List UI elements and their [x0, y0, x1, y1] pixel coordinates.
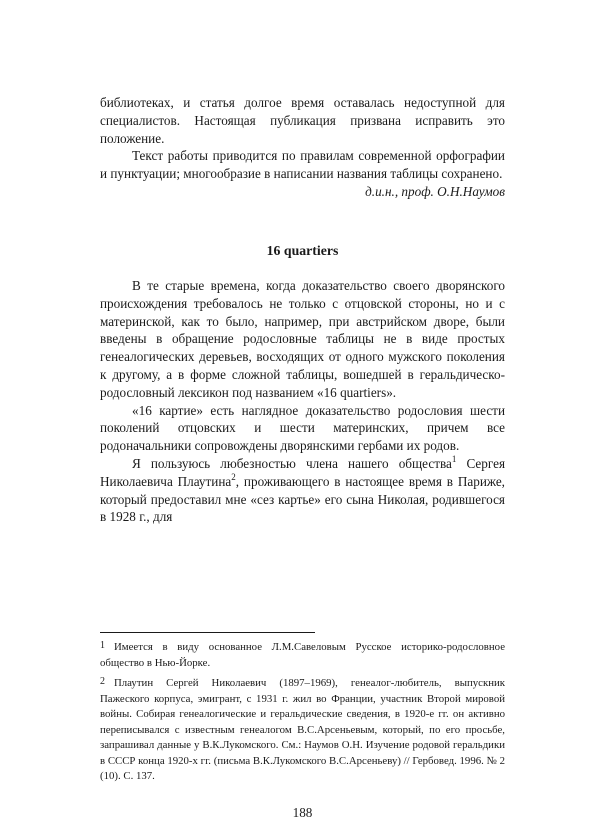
page-number: 188 — [292, 805, 313, 820]
body-section — [100, 277, 505, 526]
editor-signature: д.и.н., проф. О.Н.Наумов — [365, 183, 505, 199]
footnote-1-text: Имеется в виду основанное Л.М.Савеловым Русское историко-родословное общество в Нью-Йорке. — [100, 641, 505, 669]
footnote-2-text: Плаутин Сергей Николаевич (1897–1969), генеалог-любитель, выпускник Пажеского корпуса, эмигрант, с 1931 г. жил во Франции, участник Второй мировой войны. Собирая генеалогические и геральдические сведения, в 1920-е гг. он активно переписывался с известным генеалогом В.С.Арсеньевым, который, по его просьбе, запрашивал данные у В.К.Лукомского. См.: Наумов О.Н. Изучение родовой геральдики в СССР конца 1920-х гг. (письма В.К.Лукомского В.С.Арсеньеву) // Гербовед. 1996. № 2 (10). С. 137. — [100, 677, 505, 782]
body-paragraph-3-part-a: Я пользуюсь любезностью члена нашего общества — [132, 455, 452, 471]
intro-section — [100, 94, 505, 201]
body-paragraph-3-part-c: , проживающего в настоящее время в Париже, который предоставил мне «сез картье» его сына Николая, родившегося в 1928 г., для — [100, 473, 505, 525]
footnotes — [100, 640, 505, 785]
section-heading: 16 quartiers — [266, 243, 339, 258]
footnote-ref-1[interactable]: 1 — [451, 453, 457, 464]
footnote-1-number: 1 — [100, 640, 105, 651]
footnote-1 — [100, 640, 505, 671]
footnote-divider — [100, 632, 315, 633]
body-paragraph-3-part-b: Сергея Николаевича Плаутина — [100, 455, 506, 489]
intro-paragraph-1: библиотеках, и статья долгое время оставалась недоступной для специалистов. Настоящая публикация призвана исправить это положение. — [100, 95, 505, 146]
body-paragraph-1: В те старые времена, когда доказательство своего дворянского происхождения требовалось не только с отцовской стороны, но и с материнской, как то было, например, при австрийском дворе, были введены в обращение родословные таблицы не в виде простых генеалогических деревьев, восходящих от одного мужского поколения к другому, а в форме сложной таблицы, вошедшей в геральдическо-родословный лексикон под названием «16 quartiers». — [100, 278, 505, 400]
intro-paragraph-2: Текст работы приводится по правилам современной орфографии и пунктуации; многообразие в написании названия таблицы сохранено. — [100, 148, 505, 182]
body-paragraph-3 — [100, 455, 505, 526]
footnote-2-number: 2 — [100, 676, 105, 687]
body-paragraph-2: «16 картие» есть наглядное доказательство родословия шести поколений отцовских и шести материнских, причем все родоначальники сопровождены дворянскими гербами их родов. — [100, 402, 505, 454]
footnote-ref-2[interactable]: 2 — [231, 471, 236, 482]
footnote-2 — [100, 676, 505, 785]
